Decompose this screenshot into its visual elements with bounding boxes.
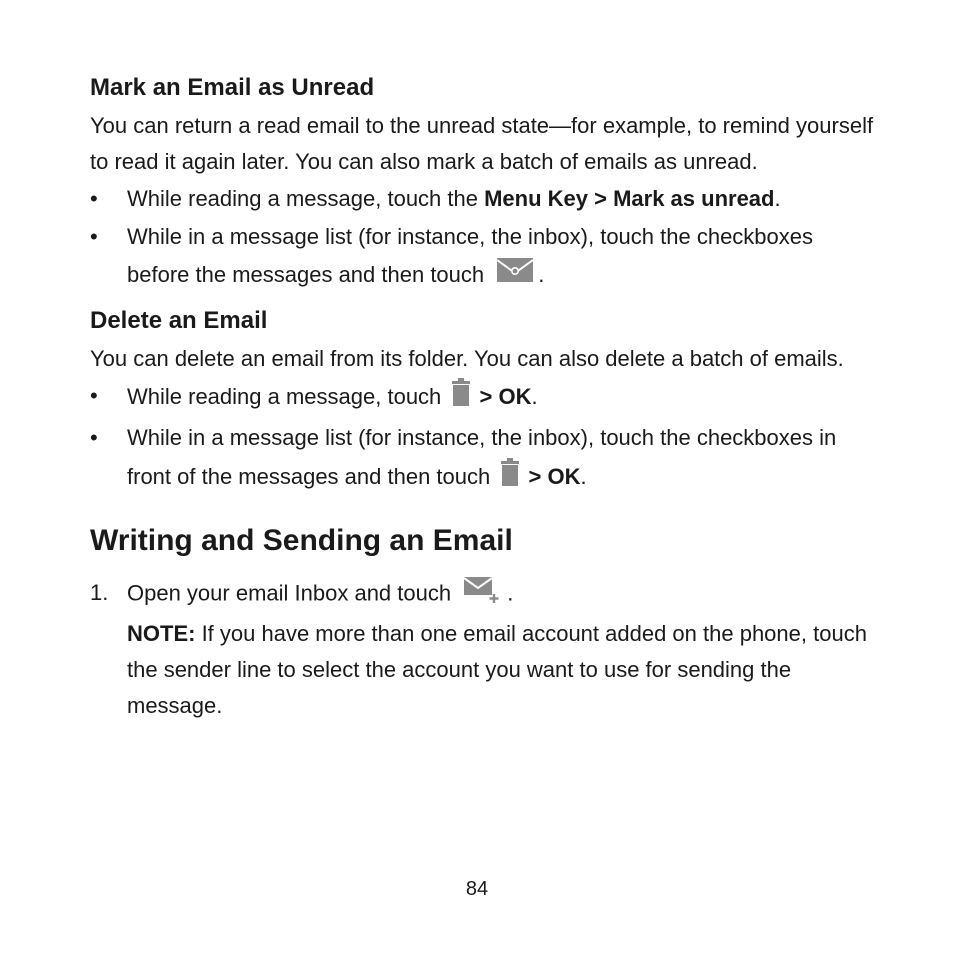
- page-number: 84: [465, 878, 489, 900]
- step-text-end: .: [507, 580, 514, 606]
- bullet-marker: •: [90, 186, 98, 211]
- mark-unread-envelope-icon: [496, 257, 534, 295]
- trash-can-icon: [500, 457, 520, 499]
- note-paragraph: [127, 616, 880, 724]
- bullet-text: While in a message list (for instance, the inbox), touch the checkboxes in front of the messages and then touch: [127, 425, 837, 489]
- ok-bold: > OK: [479, 384, 532, 409]
- bullet-text: While reading a message, touch the: [127, 186, 485, 211]
- note-text: If you have more than one email account added on the phone, touch the sender line to select the account you want to use for sending the message.: [127, 621, 867, 719]
- bullet-marker: •: [90, 425, 98, 451]
- heading-delete-email: Delete an Email: [90, 307, 268, 335]
- bullet-text: While in a message list (for instance, the inbox), touch the checkboxes before the messages and then touch: [127, 224, 814, 287]
- paragraph-delete-intro: You can delete an email from its folder. You can also delete a batch of emails.: [90, 346, 844, 372]
- list-mark-unread: [90, 180, 880, 295]
- bullet-text-end: .: [580, 464, 587, 489]
- bullet-marker: •: [90, 383, 98, 409]
- list-item: [90, 180, 880, 218]
- ok-bold: > OK: [528, 464, 581, 489]
- page-content: [90, 72, 880, 724]
- heading-mark-unread: Mark an Email as Unread: [90, 74, 375, 101]
- list-delete-email: [90, 377, 880, 499]
- bullet-text-end: .: [538, 262, 545, 287]
- step-text: Open your email Inbox and touch: [127, 580, 452, 606]
- list-item: [90, 218, 880, 295]
- heading-writing-sending: Writing and Sending an Email: [90, 524, 513, 558]
- paragraph-mark-unread-intro: You can return a read email to the unread state—for example, to remind yourself to read it again later. You can also mark a batch of emails as unread.: [90, 113, 874, 174]
- compose-envelope-plus-icon: [463, 575, 501, 614]
- note-label: NOTE:: [127, 621, 196, 647]
- numbered-step-1: [90, 575, 880, 724]
- menu-path-bold: Menu Key > Mark as unread: [484, 186, 775, 211]
- list-item: [90, 419, 880, 499]
- bullet-text: While reading a message, touch: [127, 384, 442, 409]
- bullet-text-end: .: [774, 186, 781, 211]
- step-number: 1.: [90, 580, 109, 606]
- bullet-text-end: .: [531, 384, 538, 409]
- trash-can-icon: [451, 377, 471, 419]
- list-item: [90, 377, 880, 419]
- bullet-marker: •: [90, 224, 98, 249]
